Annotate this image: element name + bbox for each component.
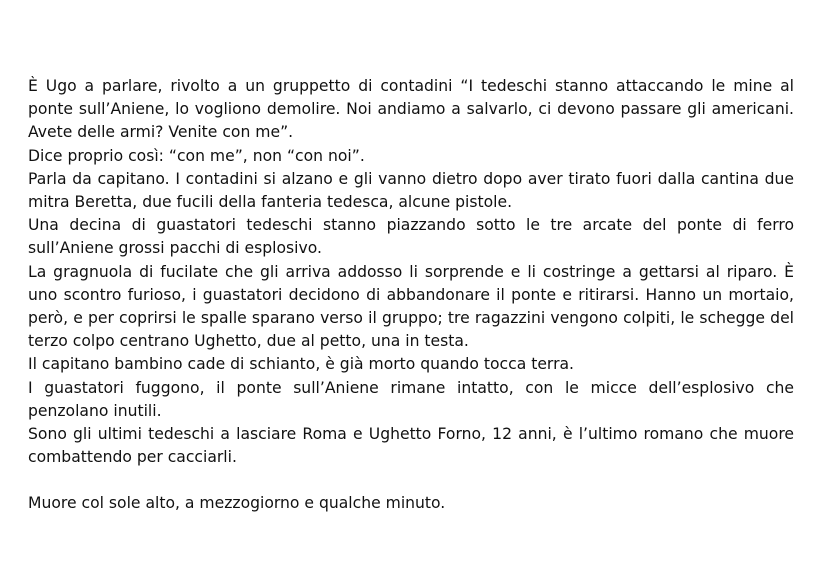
paragraph: Una decina di guastatori tedeschi stanno piazzando sotto le tre arcate del ponte di ferro sull’Aniene grossi pacchi di esplosivo. <box>28 216 794 258</box>
paragraph: Dice proprio così: “con me”, non “con noi”. <box>28 146 365 165</box>
paragraph: Parla da capitano. I contadini si alzano e gli vanno dietro dopo aver tirato fuori dalla cantina due mitra Beretta, due fucili della fanteria tedesca, alcune pistole. <box>28 169 794 212</box>
document-body <box>28 75 794 516</box>
paragraph: I guastatori fuggono, il ponte sull’Aniene rimane intatto, con le micce dell’esplosivo che penzolano inutili. <box>28 378 794 420</box>
paragraph: Sono gli ultimi tedeschi a lasciare Roma e Ughetto Forno, 12 anni, è l’ultimo romano che muore combattendo per cacciarli. <box>28 425 794 467</box>
paragraph: Il capitano bambino cade di schianto, è già morto quando tocca terra. <box>28 355 574 374</box>
paragraph: La gragnuola di fucilate che gli arriva addosso li sorprende e li costringe a gettarsi al riparo. È uno scontro furioso, i guastatori decidono di abbandonare il ponte e ritirarsi. Hanno un mortaio, però, e per coprirsi le spalle sparano verso il gruppo; tre ragazzini vengono colpiti, le schegge del terzo colpo centrano Ughetto, due al petto, una in testa. <box>28 262 794 351</box>
paragraph: È Ugo a parlare, rivolto a un gruppetto di contadini “I tedeschi stanno attaccando le mine al ponte sull’Aniene, lo vogliono demolire. Noi andiamo a salvarlo, ci devono passare gli americani. Avete delle armi? Venite con me”. <box>28 77 794 142</box>
closing-paragraph: Muore col sole alto, a mezzogiorno e qualche minuto. <box>28 494 446 513</box>
